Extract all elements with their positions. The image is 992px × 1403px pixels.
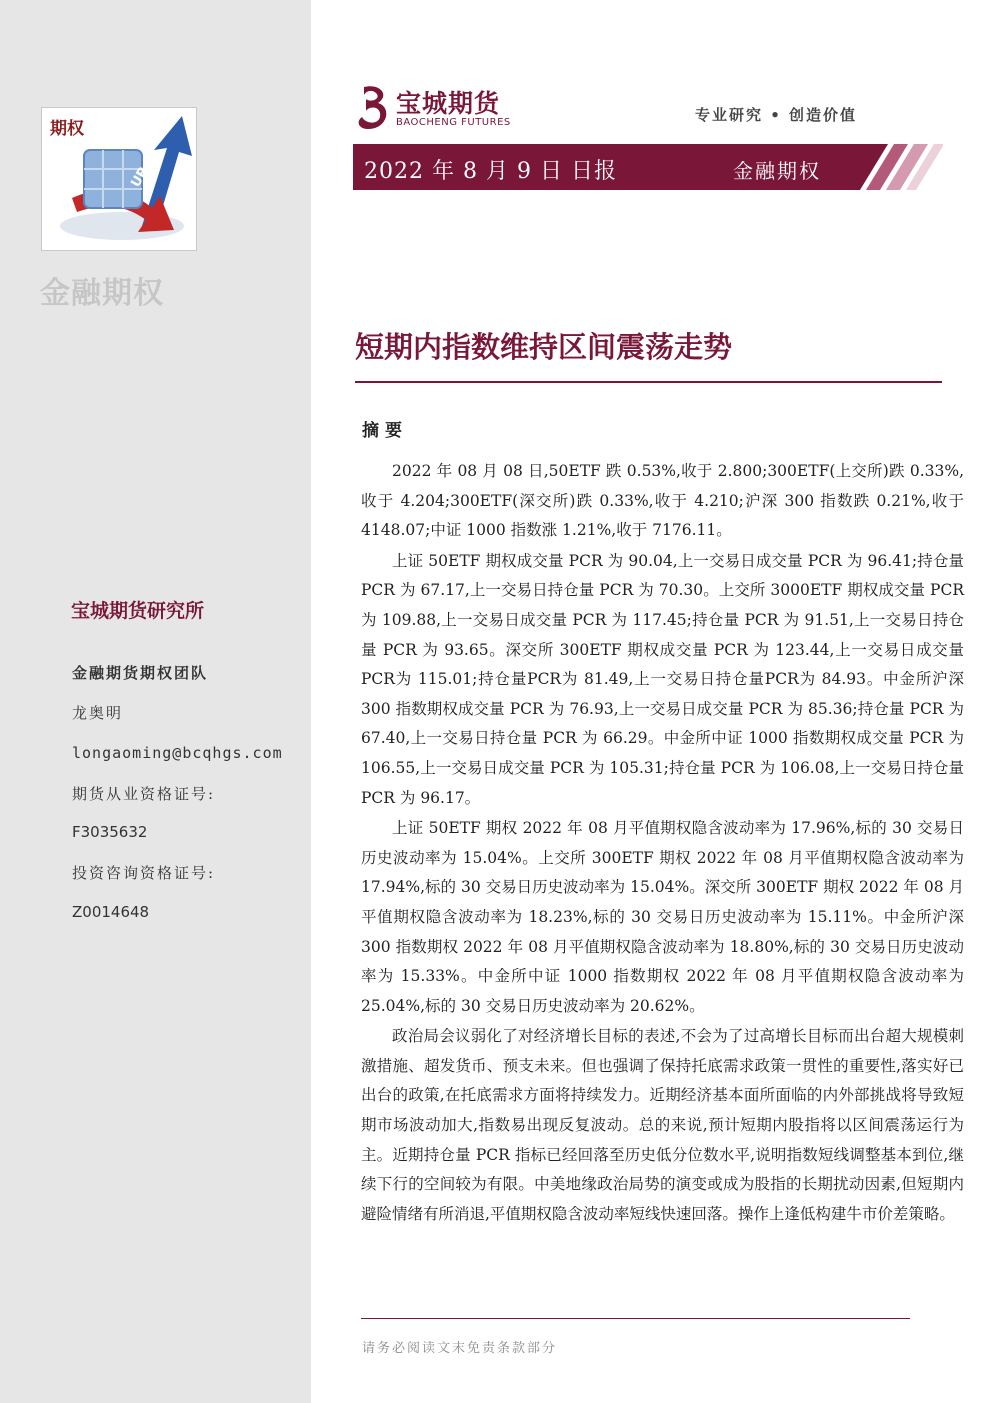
slogan: 专业研究 • 创造价值 (695, 106, 858, 124)
report-date: 2022 年 8 月 9 日 日报 (364, 159, 617, 184)
analyst-email[interactable]: longaoming@bcqhgs.com (72, 744, 283, 762)
futures-cert-label: 期货从业资格证号: (72, 785, 216, 803)
headline-divider (355, 381, 942, 383)
summary-paragraph-market-close: 2022 年 08 月 08 日,50ETF 跌 0.53%,收于 2.800;300ETF(上交所)跌 0.33%,收于 4.204;300ETF(深交所)跌 0.33%,收于 4.210;沪深 300 指数跌 0.21%,收于 4148.07;中证 1000 指数涨 1.21%,收于 7176.11。 (361, 462, 964, 540)
invest-cert-number: Z0014648 (72, 903, 150, 921)
disclaimer-note: 请务必阅读文末免责条款部分 (362, 1341, 558, 1356)
team-name: 金融期货期权团队 (72, 664, 209, 682)
report-category: 金融期权 (733, 159, 821, 183)
institute-name: 宝城期货研究所 (71, 600, 205, 622)
analyst-name: 龙奥明 (72, 704, 124, 722)
cover-image (41, 107, 197, 251)
company-logo-icon (356, 85, 392, 131)
summary-heading: 摘要 (362, 421, 408, 441)
summary-paragraph-volatility: 上证 50ETF 期权 2022 年 08 月平值期权隐含波动率为 17.96%,标的 30 交易日历史波动率为 15.04%。上交所 300ETF 期权 2022 年 08 月平值期权隐含波动率为 17.94%,标的 30 交易日历史波动率为 15.04%。深交所 300ETF 期权 2022 年 08 月平值期权隐含波动率为 18.23%,标的 30 交易日历史波动率为 15.11%。中金所沪深 300 指数期权 2022 年 08 月平值期权隐含波动率为 18.80%,标的 30 交易日历史波动率为 15.33%。中金所中证 1000 指数期权 2022 年 08 月平值期权隐含波动率为 25.04%,标的 30 交易日历史波动率为 20.62%。 (361, 819, 964, 1015)
invest-cert-label: 投资咨询资格证号: (72, 864, 216, 882)
report-headline: 短期内指数维持区间震荡走势 (355, 330, 733, 364)
summary-paragraph-pcr: 上证 50ETF 期权成交量 PCR 为 90.04,上一交易日成交量 PCR 为 96.41;持仓量 PCR 为 67.17,上一交易日持仓量 PCR 为 70.30。上交所 3000ETF 期权成交量 PCR 为 109.88,上一交易日成交量 PCR 为 117.45;持仓量 PCR 为 91.51,上一交易日持仓量 PCR 为 93.65。深交所 300ETF 期权成交量 PCR 为 123.44,上一交易日成交量PCR为 115.01;持仓量PCR为 81.49,上一交易日持仓量PCR为 84.93。中金所沪深 300 指数期权成交量 PCR 为 76.93,上一交易日成交量 PCR 为 85.36;持仓量 PCR 为 67.40,上一交易日持仓量 PCR 为 66.29。中金所中证 1000 指数期权成交量 PCR 为 106.55,上一交易日成交量 PCR 为 105.31;持仓量 PCR 为 106.08,上一交易日持仓量 PCR 为 96.17。 (361, 551, 964, 807)
company-name-en: BAOCHENG FUTURES (396, 117, 511, 128)
summary-body (361, 457, 964, 1230)
futures-cert-number: F3035632 (72, 823, 148, 841)
sidebar (0, 0, 311, 1403)
company-name-cn: 宝城期货 (396, 89, 501, 118)
cover-label: 期权 (50, 119, 84, 139)
footer-divider (361, 1318, 910, 1319)
sidebar-title: 金融期权 (40, 276, 164, 311)
summary-paragraph-outlook: 政治局会议弱化了对经济增长目标的表述,不会为了过高增长目标而出台超大规模刺激措施、超发货币、预支未来。但也强调了保持托底需求政策一贯性的重要性,落实好已出台的政策,在托底需求方面将持续发力。近期经济基本面所面临的内外部挑战将导致短期市场波动加大,指数易出现反复波动。总的来说,预计短期内股指将以区间震荡运行为主。近期持仓量 PCR 指标已经回落至历史低分位数水平,说明指数短线调整基本到位,继续下行的空间较为有限。中美地缘政治局势的演变或成为股指的长期扰动因素,但短期内避险情绪有所消退,平值期权隐含波动率短线快速回落。操作上逢低构建牛市价差策略。 (361, 1027, 964, 1223)
svg-text:UP: UP (128, 165, 152, 190)
